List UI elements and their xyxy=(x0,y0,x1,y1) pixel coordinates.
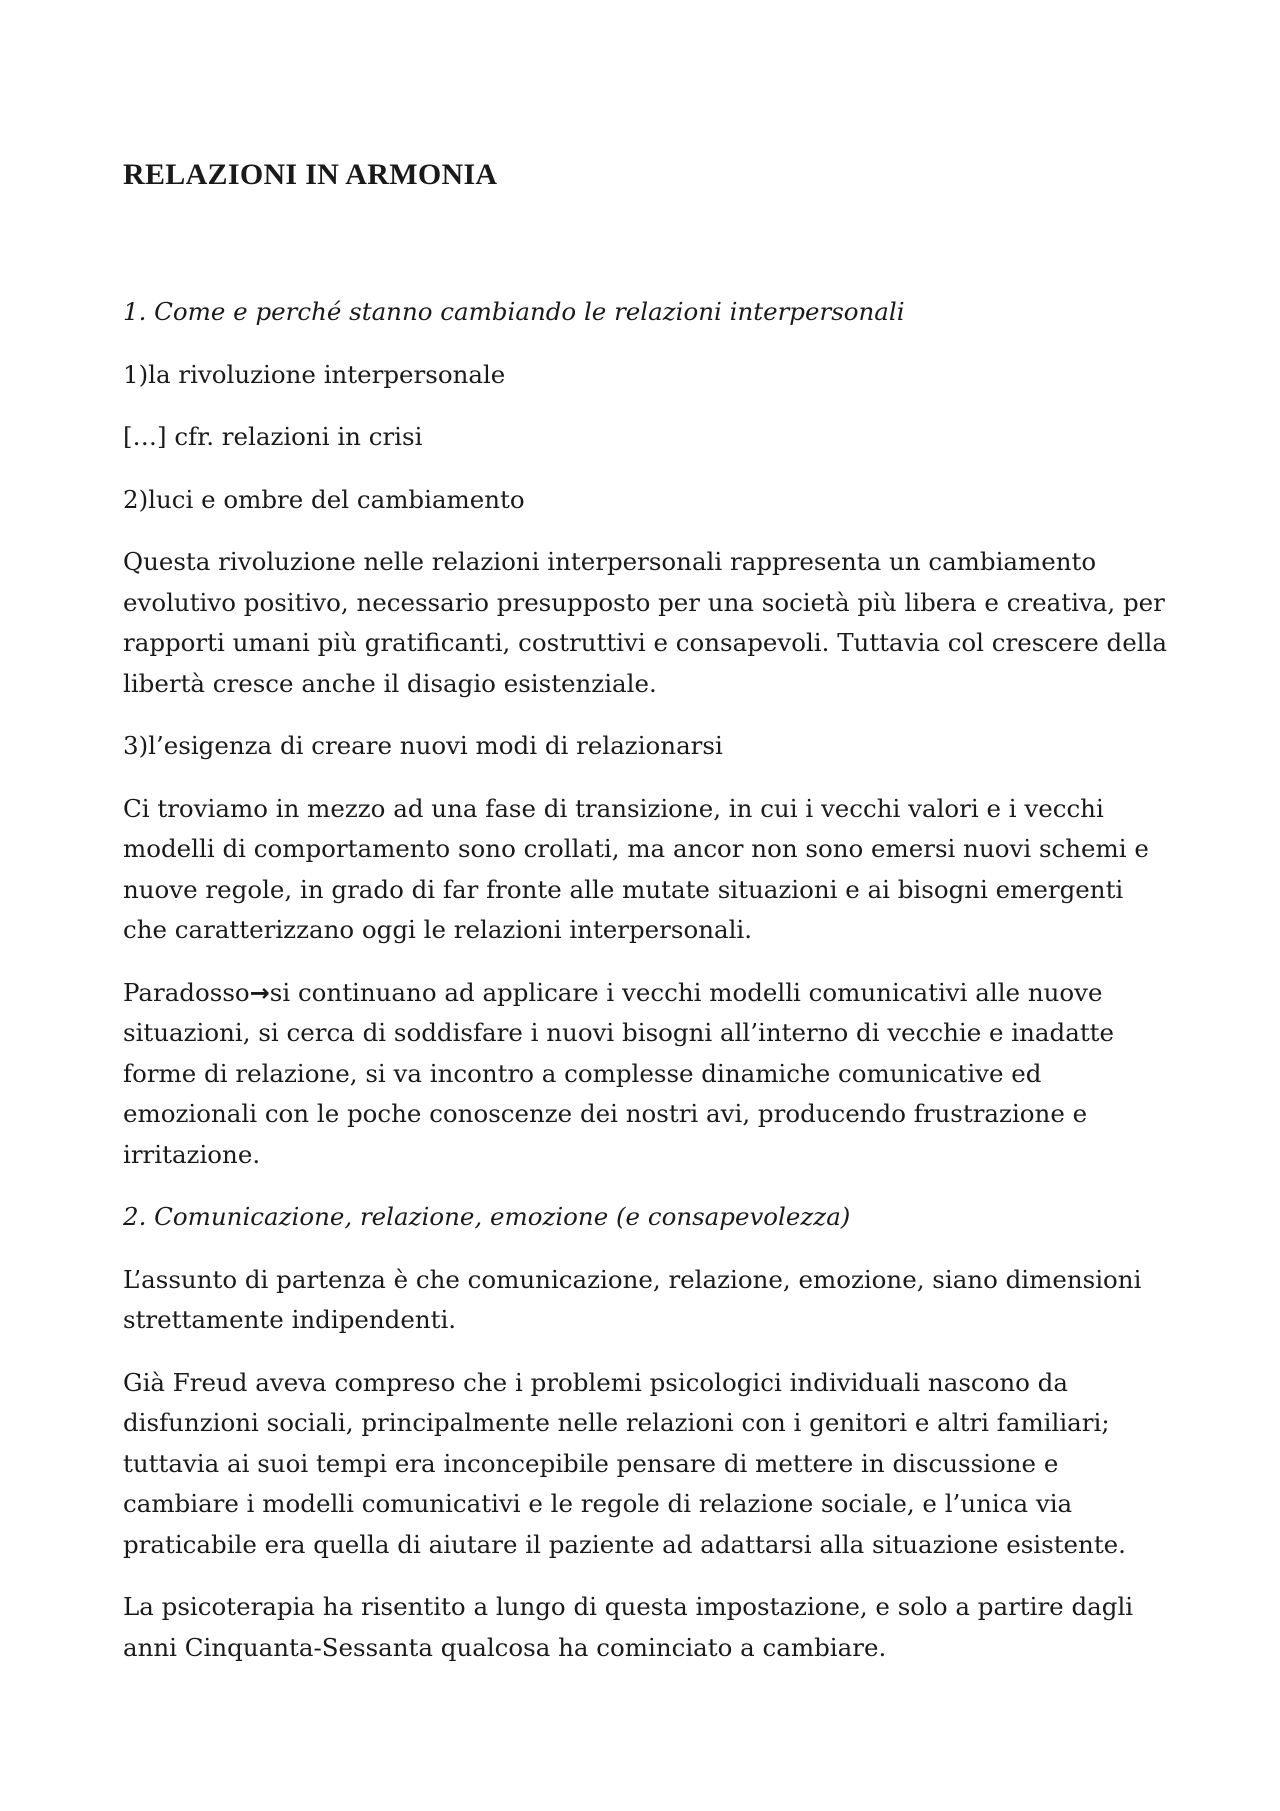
section-1-heading: 1. Come e perché stanno cambiando le relazioni interpersonali xyxy=(123,297,905,326)
section-2-heading: 2. Comunicazione, relazione, emozione (e consapevolezza) xyxy=(123,1202,851,1231)
list-item-1-note: […] cfr. relazioni in crisi xyxy=(123,422,423,451)
paradox-label: Paradosso xyxy=(123,977,250,1007)
paragraph-assumption: L’assunto di partenza è che comunicazione, relazione, emozione, siano dimensioni strettamente indipendenti. xyxy=(123,1264,1142,1334)
list-item-1: 1)la rivoluzione interpersonale xyxy=(123,359,506,389)
list-item-3: 3)l’esigenza di creare nuovi modi di relazionarsi xyxy=(123,731,723,760)
paragraph-psychotherapy: La psicoterapia ha risentito a lungo di questa impostazione, e solo a partire dagli anni Cinquanta-Sessanta qualcosa ha cominciato a cambiare. xyxy=(123,1592,1134,1662)
arrow-right-icon: → xyxy=(249,978,270,1007)
paragraph-paradox xyxy=(123,973,1173,1176)
document-page xyxy=(123,156,1173,1690)
paradox-text: si continuano ad applicare i vecchi modelli comunicativi alle nuove situazioni, si cerca di soddisfare i nuovi bisogni all’interno di vecchie e inadatte forme di relazione, si va incontro a complesse dinamiche comunicative ed emozionali con le poche conoscenze dei nostri avi, producendo frustrazione e irritazione. xyxy=(123,977,1115,1169)
paragraph-freud: Già Freud aveva compreso che i problemi psicologici individuali nascono da disfunzioni sociali, principalmente nelle relazioni con i genitori e altri familiari; tuttavia ai suoi tempi era inconcepibile pensare di mettere in discussione e cambiare i modelli comunicativi e le regole di relazione sociale, e l’unica via praticabile era quella di aiutare il paziente ad adattarsi alla situazione esistente. xyxy=(123,1367,1126,1559)
paragraph-transition: Ci troviamo in mezzo ad una fase di transizione, in cui i vecchi valori e i vecchi modelli di comportamento sono crollati, ma ancor non sono emersi nuovi schemi e nuove regole, in grado di far fronte alle mutate situazioni e ai bisogni emergenti che caratterizzano oggi le relazioni interpersonali. xyxy=(123,793,1149,944)
document-title: RELAZIONI IN ARMONIA xyxy=(123,158,498,191)
list-item-2: 2)luci e ombre del cambiamento xyxy=(123,484,525,514)
paragraph-revolution: Questa rivoluzione nelle relazioni interpersonali rappresenta un cambiamento evolutivo positivo, necessario presupposto per una società più libera e creativa, per rapporti umani più gratificanti, costruttivi e consapevoli. Tuttavia col crescere della libertà cresce anche il disagio esistenziale. xyxy=(123,547,1167,698)
